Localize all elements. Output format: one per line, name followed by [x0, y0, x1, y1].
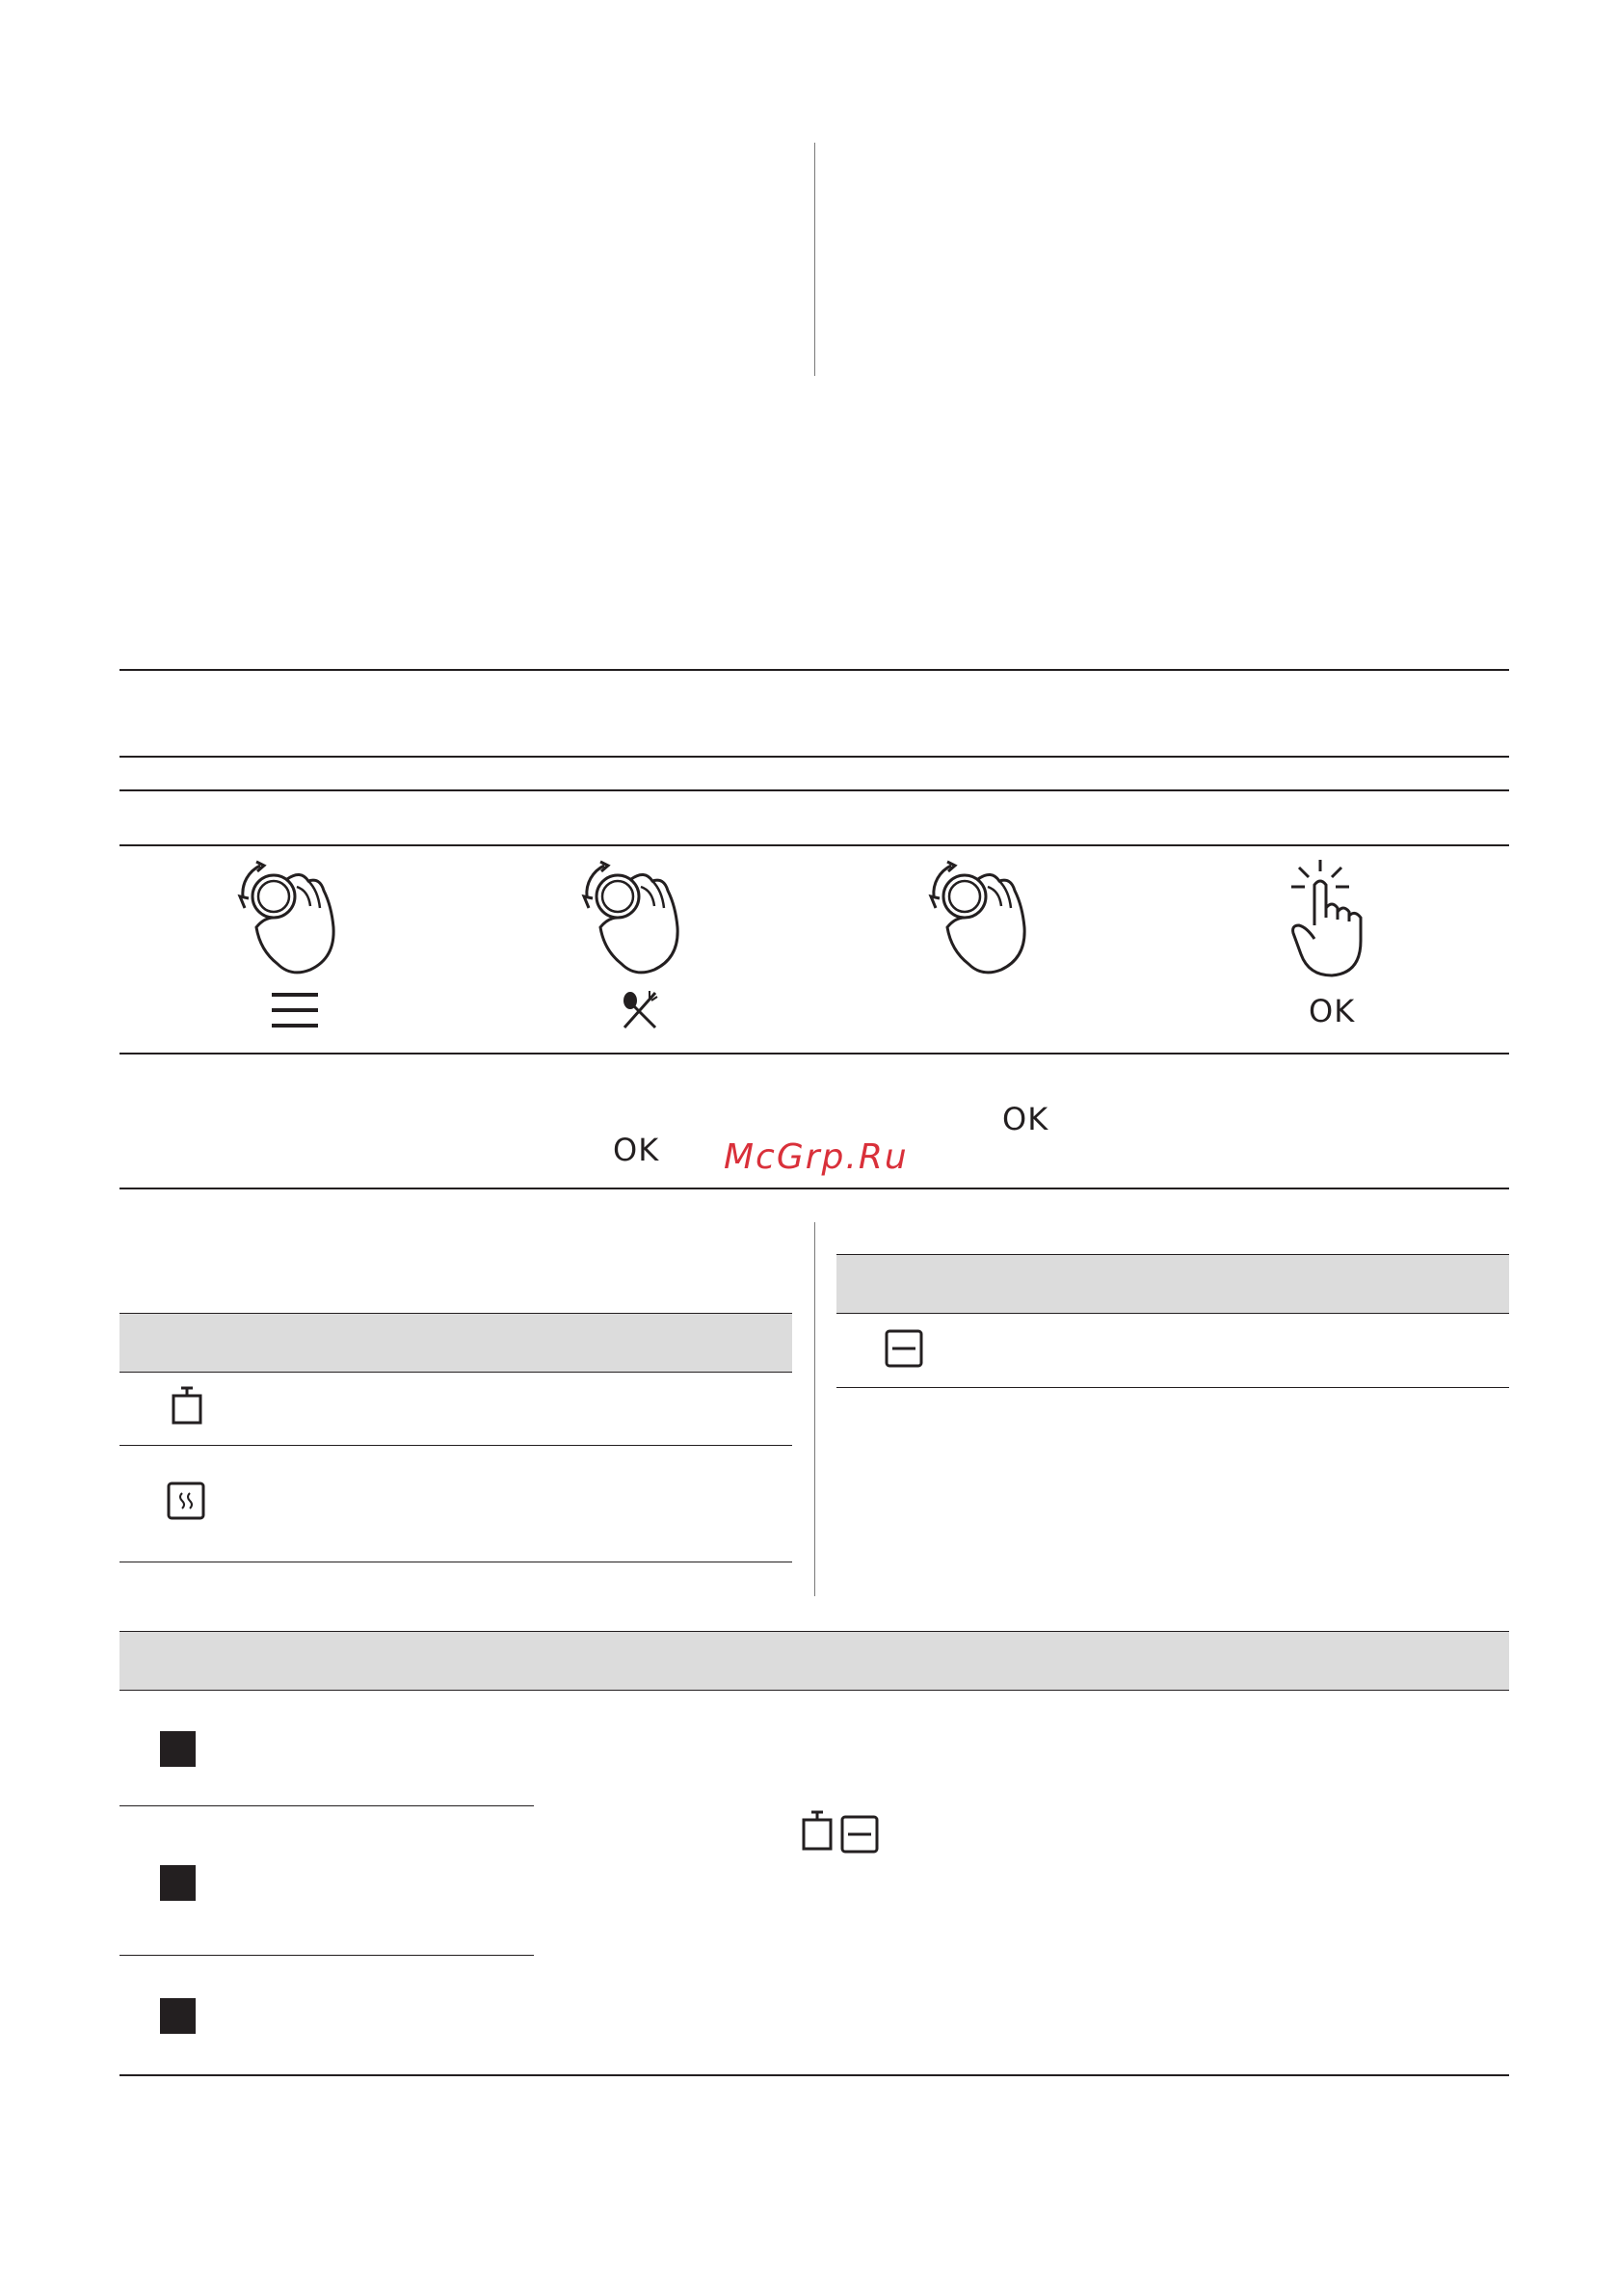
table-header [836, 1255, 1509, 1313]
timer-icon [802, 1810, 833, 1851]
table-rule [119, 1805, 534, 1806]
section-rule [119, 1053, 1509, 1055]
menu-icon [272, 991, 318, 1029]
table-header [119, 1314, 792, 1372]
column-divider-top [814, 143, 815, 376]
table-rule [119, 1445, 792, 1446]
heat-icon [167, 1482, 205, 1520]
ok-label: OK [1002, 1101, 1049, 1137]
table-rule [119, 1372, 792, 1373]
table-rule [836, 1313, 1509, 1314]
turn-knob-icon [231, 858, 347, 983]
minus-box-icon [840, 1815, 879, 1854]
section-rule [119, 756, 1509, 758]
section-rule [119, 1188, 1509, 1189]
ok-label: OK [1309, 993, 1356, 1029]
table-header [119, 1632, 1509, 1690]
ok-label: OK [613, 1132, 660, 1168]
turn-knob-icon [922, 858, 1038, 983]
table-rule [119, 2074, 1509, 2076]
section-rule [119, 669, 1509, 671]
column-divider-middle [814, 1222, 815, 1596]
filled-square-icon [160, 1865, 196, 1901]
filled-square-icon [160, 1998, 196, 2034]
watermark: McGrp.Ru [724, 1137, 909, 1177]
turn-knob-icon [575, 858, 691, 983]
timer-icon [172, 1386, 202, 1425]
minus-box-icon [885, 1329, 923, 1368]
table-rule [119, 1690, 1509, 1691]
cutlery-icon [621, 991, 659, 1029]
section-rule [119, 789, 1509, 791]
filled-square-icon [160, 1731, 196, 1767]
press-knob-icon [1286, 858, 1372, 983]
table-rule [119, 1955, 534, 1956]
section-rule [119, 844, 1509, 846]
table-rule [836, 1387, 1509, 1388]
